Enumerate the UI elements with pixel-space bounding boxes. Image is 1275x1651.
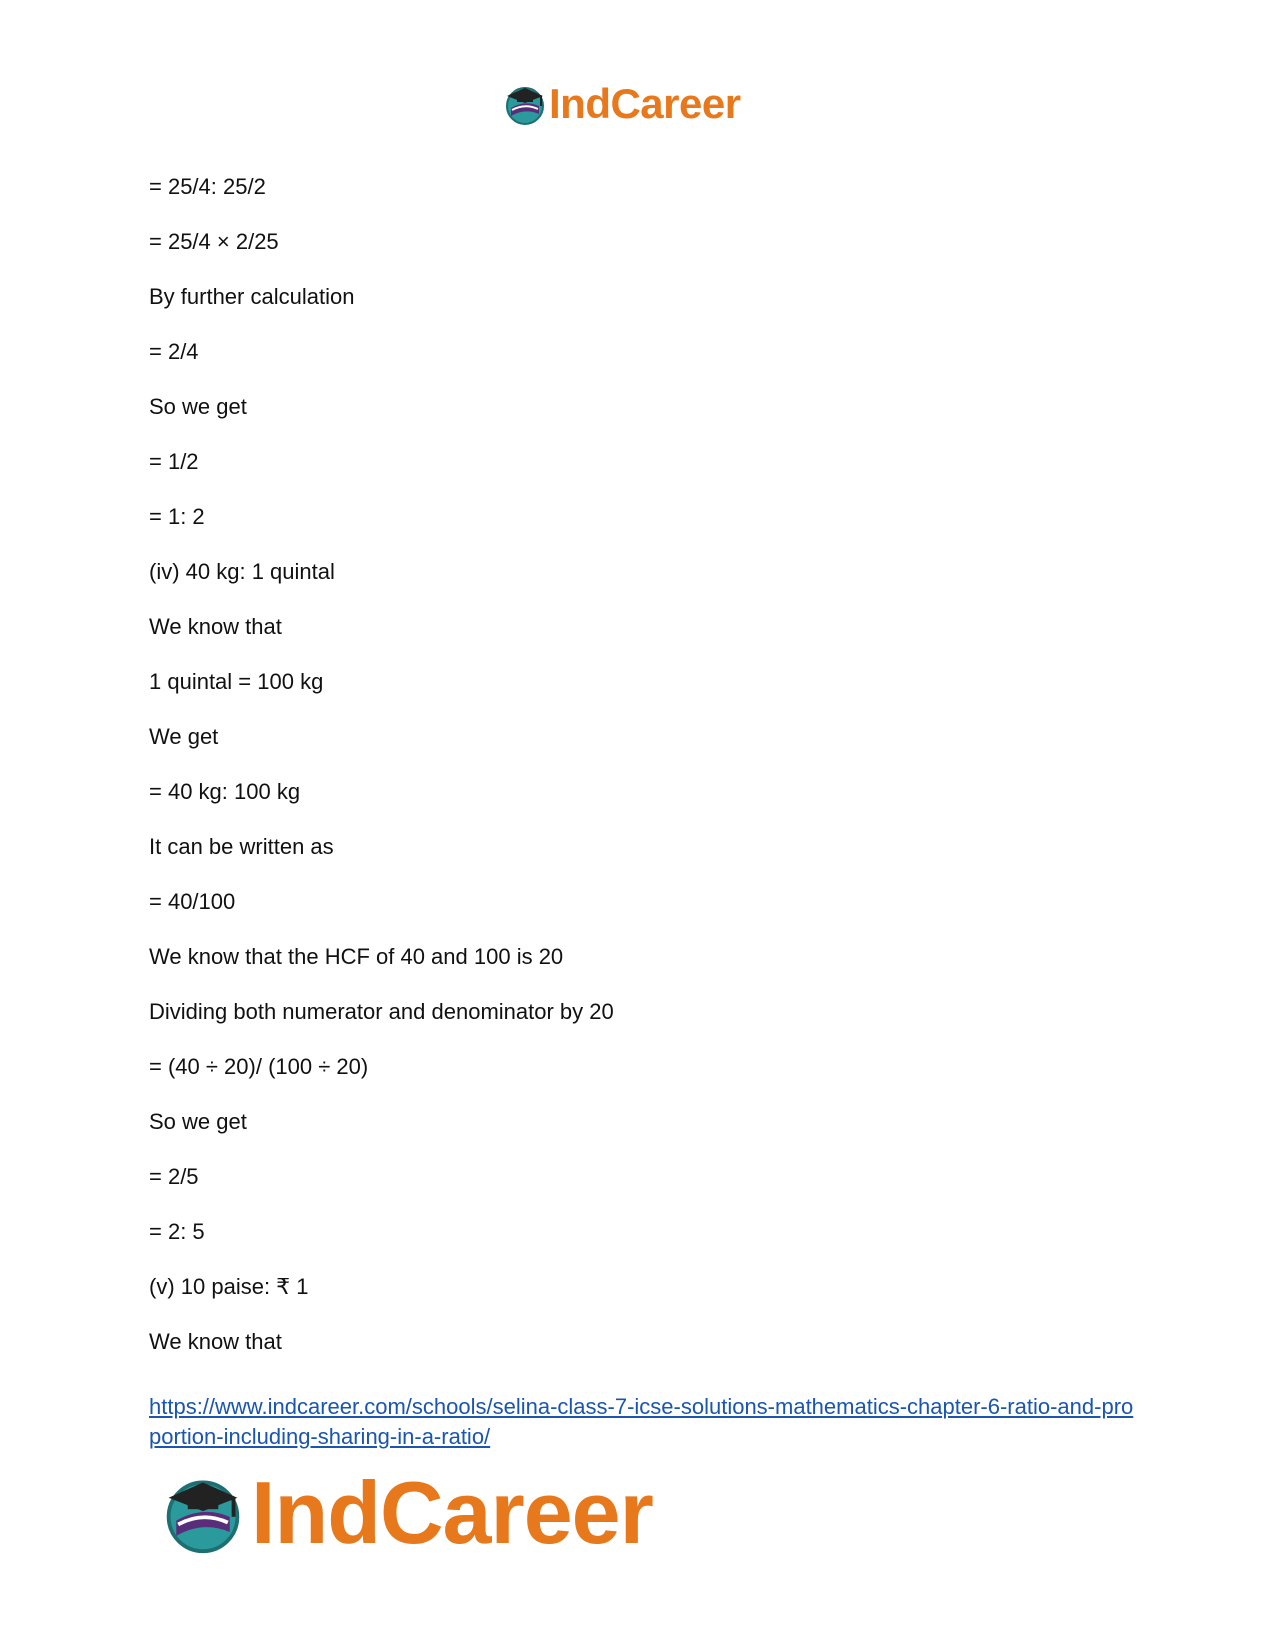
footer-logo xyxy=(161,1463,653,1562)
text-line: = 2/5 xyxy=(149,1164,199,1189)
text-line: = 25/4: 25/2 xyxy=(149,174,266,199)
text-line: = 1: 2 xyxy=(149,504,205,529)
text-line: = 2/4 xyxy=(149,339,199,364)
text-line: (v) 10 paise: ₹ 1 xyxy=(149,1274,309,1299)
text-line: We know that the HCF of 40 and 100 is 20 xyxy=(149,944,564,969)
text-line: Dividing both numerator and denominator by 20 xyxy=(149,999,614,1024)
footer-logo-text: IndCareer xyxy=(251,1463,653,1562)
text-line: 1 quintal = 100 kg xyxy=(149,669,324,694)
text-line: By further calculation xyxy=(149,284,355,309)
graduation-cap-globe-icon xyxy=(503,82,547,126)
text-line: So we get xyxy=(149,1109,247,1134)
graduation-cap-globe-icon xyxy=(161,1471,245,1555)
text-line: = 40 kg: 100 kg xyxy=(149,779,301,804)
text-line: (iv) 40 kg: 1 quintal xyxy=(149,559,335,584)
text-line: = 2: 5 xyxy=(149,1219,205,1244)
header-logo xyxy=(503,80,741,128)
text-line: = 25/4 × 2/25 xyxy=(149,229,279,254)
text-line: We get xyxy=(149,724,219,749)
source-link[interactable]: https://www.indcareer.com/schools/selina-class-7-icse-solutions-mathematics-chapter-6-ratio-and-proportion-including-sharing-in-a-ratio/ xyxy=(149,1394,1134,1449)
text-line: We know that xyxy=(149,614,282,639)
text-line: It can be written as xyxy=(149,834,334,859)
text-line: We know that xyxy=(149,1329,282,1354)
text-line: = 40/100 xyxy=(149,889,236,914)
header-logo-text: IndCareer xyxy=(549,80,741,127)
text-line: = 1/2 xyxy=(149,449,199,474)
text-line: So we get xyxy=(149,394,247,419)
document-body xyxy=(149,174,1129,1384)
text-line: = (40 ÷ 20)/ (100 ÷ 20) xyxy=(149,1054,369,1079)
